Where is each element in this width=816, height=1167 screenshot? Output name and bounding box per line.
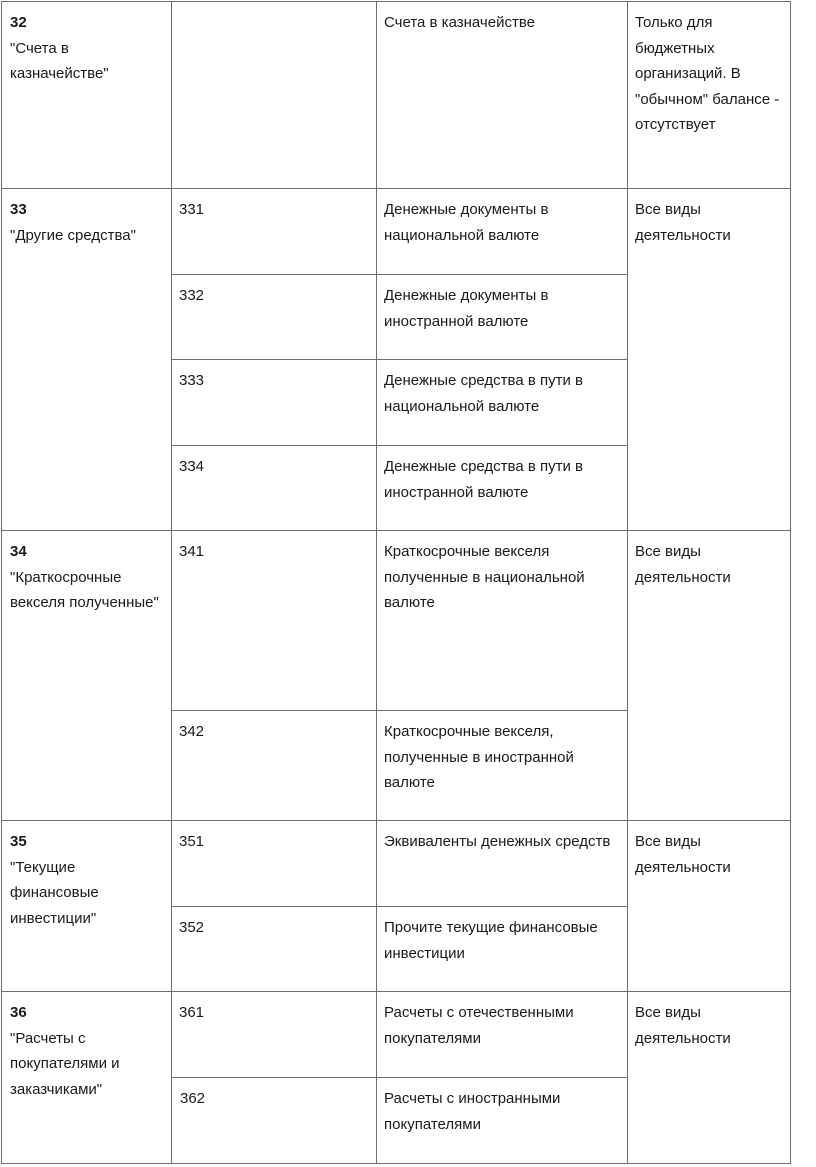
account-code-cell	[172, 2, 377, 189]
account-name: Денежные средства в пути в иностранной валюте	[384, 458, 583, 501]
account-code: 362	[180, 1090, 206, 1107]
account-name-cell	[377, 360, 628, 446]
account-name: Денежные документы в иностранной валюте	[384, 287, 549, 330]
account-code: 332	[179, 287, 205, 304]
account-name-cell	[377, 992, 628, 1078]
activity-cell	[628, 189, 791, 531]
account-name-cell	[377, 189, 628, 275]
activity-text: Все виды деятельности	[635, 1004, 731, 1047]
account-name: Счета в казначействе	[384, 14, 535, 31]
group-name: "Краткосрочные векселя полученные"	[10, 568, 159, 611]
group-name: "Текущие финансовые инвестиции"	[10, 858, 99, 927]
activity-text: Все виды деятельности	[635, 201, 731, 244]
account-name-cell	[377, 1078, 628, 1164]
activity-cell	[628, 2, 791, 189]
account-code-cell	[172, 992, 377, 1078]
group-cell	[2, 531, 172, 821]
group-name: "Другие средства"	[10, 226, 136, 244]
table-row	[2, 531, 791, 711]
account-code-cell	[172, 446, 377, 531]
account-name: Расчеты с отечественными покупателями	[384, 1004, 574, 1047]
group-cell	[2, 2, 172, 189]
group-number: 36	[10, 1004, 27, 1021]
table-row	[2, 992, 791, 1078]
account-name-cell	[377, 446, 628, 531]
group-cell	[2, 992, 172, 1164]
account-name-cell	[377, 821, 628, 907]
activity-text: Только для бюджетных организаций. В "обычном" балансе - отсутствует	[635, 14, 780, 133]
account-code-cell	[172, 275, 377, 360]
account-name: Краткосрочные векселя полученные в национальной валюте	[384, 543, 585, 611]
account-code: 352	[179, 919, 205, 936]
account-code-cell	[172, 531, 377, 711]
account-name-cell	[377, 711, 628, 821]
account-code-cell	[172, 907, 377, 992]
account-name-cell	[377, 531, 628, 711]
account-code-cell	[172, 1078, 377, 1164]
account-name-cell	[377, 2, 628, 189]
account-code: 361	[179, 1004, 205, 1021]
table-row	[2, 821, 791, 907]
group-number: 33	[10, 201, 27, 218]
account-name: Краткосрочные векселя, полученные в иностранной валюте	[384, 723, 574, 791]
activity-cell	[628, 992, 791, 1164]
table-row	[2, 2, 791, 189]
account-name: Денежные средства в пути в национальной валюте	[384, 372, 583, 415]
activity-text: Все виды деятельности	[635, 543, 731, 586]
group-name: "Расчеты с покупателями и заказчиками"	[10, 1029, 120, 1098]
account-code-cell	[172, 189, 377, 275]
account-name-cell	[377, 275, 628, 360]
account-code: 331	[179, 201, 205, 218]
account-code: 342	[179, 723, 205, 740]
group-number: 35	[10, 833, 27, 850]
group-name: "Счета в казначействе"	[10, 39, 109, 82]
account-name: Расчеты с иностранными покупателями	[384, 1090, 561, 1133]
account-code-cell	[172, 360, 377, 446]
account-name: Эквиваленты денежных средств	[384, 833, 611, 850]
activity-text: Все виды деятельности	[635, 833, 731, 876]
account-code-cell	[172, 821, 377, 907]
account-code: 334	[179, 458, 205, 475]
account-code: 341	[179, 543, 205, 560]
activity-cell	[628, 821, 791, 992]
group-cell	[2, 821, 172, 992]
group-cell	[2, 189, 172, 531]
group-number: 32	[10, 14, 27, 31]
account-name: Денежные документы в национальной валюте	[384, 201, 549, 244]
account-code: 351	[179, 833, 205, 850]
accounts-table	[1, 1, 791, 1164]
table-row	[2, 189, 791, 275]
account-name-cell	[377, 907, 628, 992]
account-code: 333	[179, 372, 205, 389]
activity-cell	[628, 531, 791, 821]
account-code-cell	[172, 711, 377, 821]
account-name: Прочите текущие финансовые инвестиции	[384, 919, 598, 962]
group-number: 34	[10, 543, 27, 560]
